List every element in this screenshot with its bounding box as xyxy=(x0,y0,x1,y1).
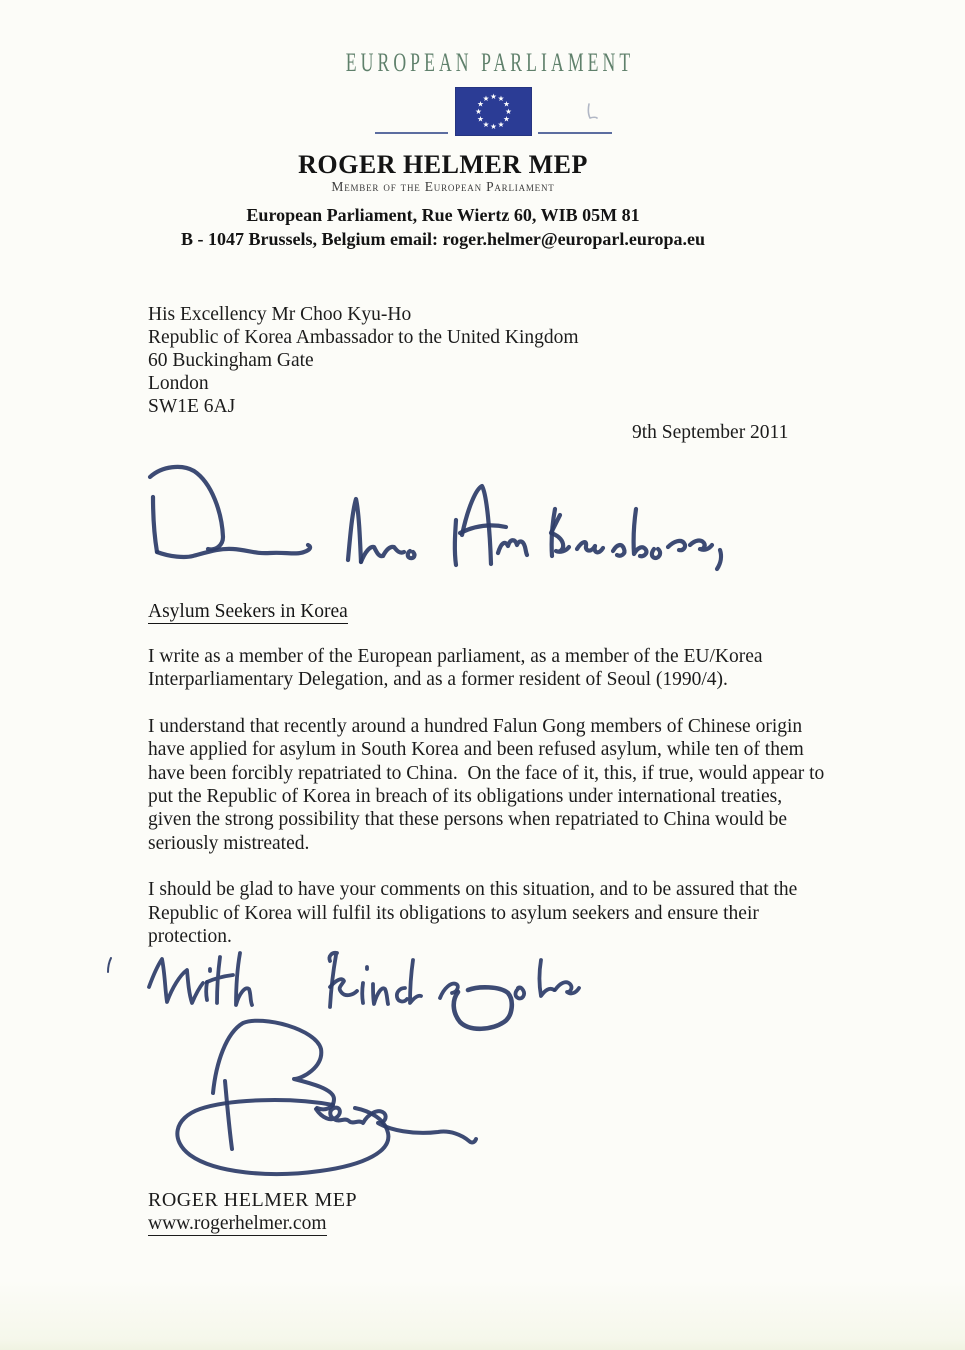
letterhead-member-title: Member of the European Parliament xyxy=(331,179,555,194)
sender-name: ROGER HELMER MEP xyxy=(148,1189,358,1211)
body-paragraph: I understand that recently around a hundred Falun Gong members of Chinese origin have applied for asylum in South Korea and been refused asylum, while ten of them have been forcibly repatriated to China. On the face of it, this, if true, would appear to put the Republic of Korea in breach of its obligations under international treaties, given the strong possibility that these persons when repatriated to China would be seriously mistreated. xyxy=(148,715,825,854)
recipient-address-block xyxy=(148,303,579,418)
body-paragraph: I should be glad to have your comments on this situation, and to be assured that the Republic of Korea will fulfil its obligations to asylum seekers and ensure their protection. xyxy=(148,879,798,948)
salutation-handwriting xyxy=(130,463,770,588)
sender-website-text: www.rogerhelmer.com xyxy=(148,1213,327,1234)
flag-right-rule xyxy=(538,132,612,134)
body-paragraph: I write as a member of the European parliament, as a member of the EU/Korea Interparliamentary Delegation, and as a former resident of Seoul (1990/4). xyxy=(148,646,763,691)
subject-text: Asylum Seekers in Korea xyxy=(148,601,348,622)
letterhead-address-line2: B - 1047 Brussels, Belgium email: roger.helmer@europarl.europa.eu xyxy=(180,229,706,249)
eu-star: ★ xyxy=(482,120,490,130)
scan-smudge-mark xyxy=(584,101,598,121)
recipient-line: Republic of Korea Ambassador to the United Kingdom xyxy=(148,327,579,348)
eu-star: ★ xyxy=(490,92,497,102)
eu-star: ★ xyxy=(490,122,497,132)
eu-flag-icon xyxy=(455,87,532,136)
eu-star: ★ xyxy=(505,107,512,117)
recipient-line: 60 Buckingham Gate xyxy=(148,350,314,371)
recipient-line: London xyxy=(148,373,209,394)
letterhead-member-name: ROGER HELMER MEP xyxy=(298,150,588,179)
recipient-line: SW1E 6AJ xyxy=(148,396,236,417)
letterhead-institution: EUROPEAN PARLIAMENT xyxy=(345,48,635,77)
subject-line xyxy=(148,601,348,623)
eu-star: ★ xyxy=(497,94,505,104)
sender-website xyxy=(148,1213,327,1235)
eu-star: ★ xyxy=(477,114,484,124)
eu-flag-stars xyxy=(455,87,532,136)
letterhead-flag-row xyxy=(0,87,965,137)
letter-body xyxy=(148,645,826,971)
letter-date: 9th September 2011 xyxy=(632,422,789,443)
eu-star: ★ xyxy=(503,114,510,124)
eu-star: ★ xyxy=(497,120,505,130)
recipient-line: His Excellency Mr Choo Kyu-Ho xyxy=(148,304,412,325)
signature-handwriting xyxy=(130,1015,550,1205)
eu-star: ★ xyxy=(482,94,490,104)
eu-star: ★ xyxy=(475,107,482,117)
eu-star: ★ xyxy=(503,99,510,109)
eu-star: ★ xyxy=(477,99,484,109)
letterhead-address-line1: European Parliament, Rue Wiertz 60, WIB 05M 81 xyxy=(246,205,640,225)
flag-left-rule xyxy=(375,132,448,134)
